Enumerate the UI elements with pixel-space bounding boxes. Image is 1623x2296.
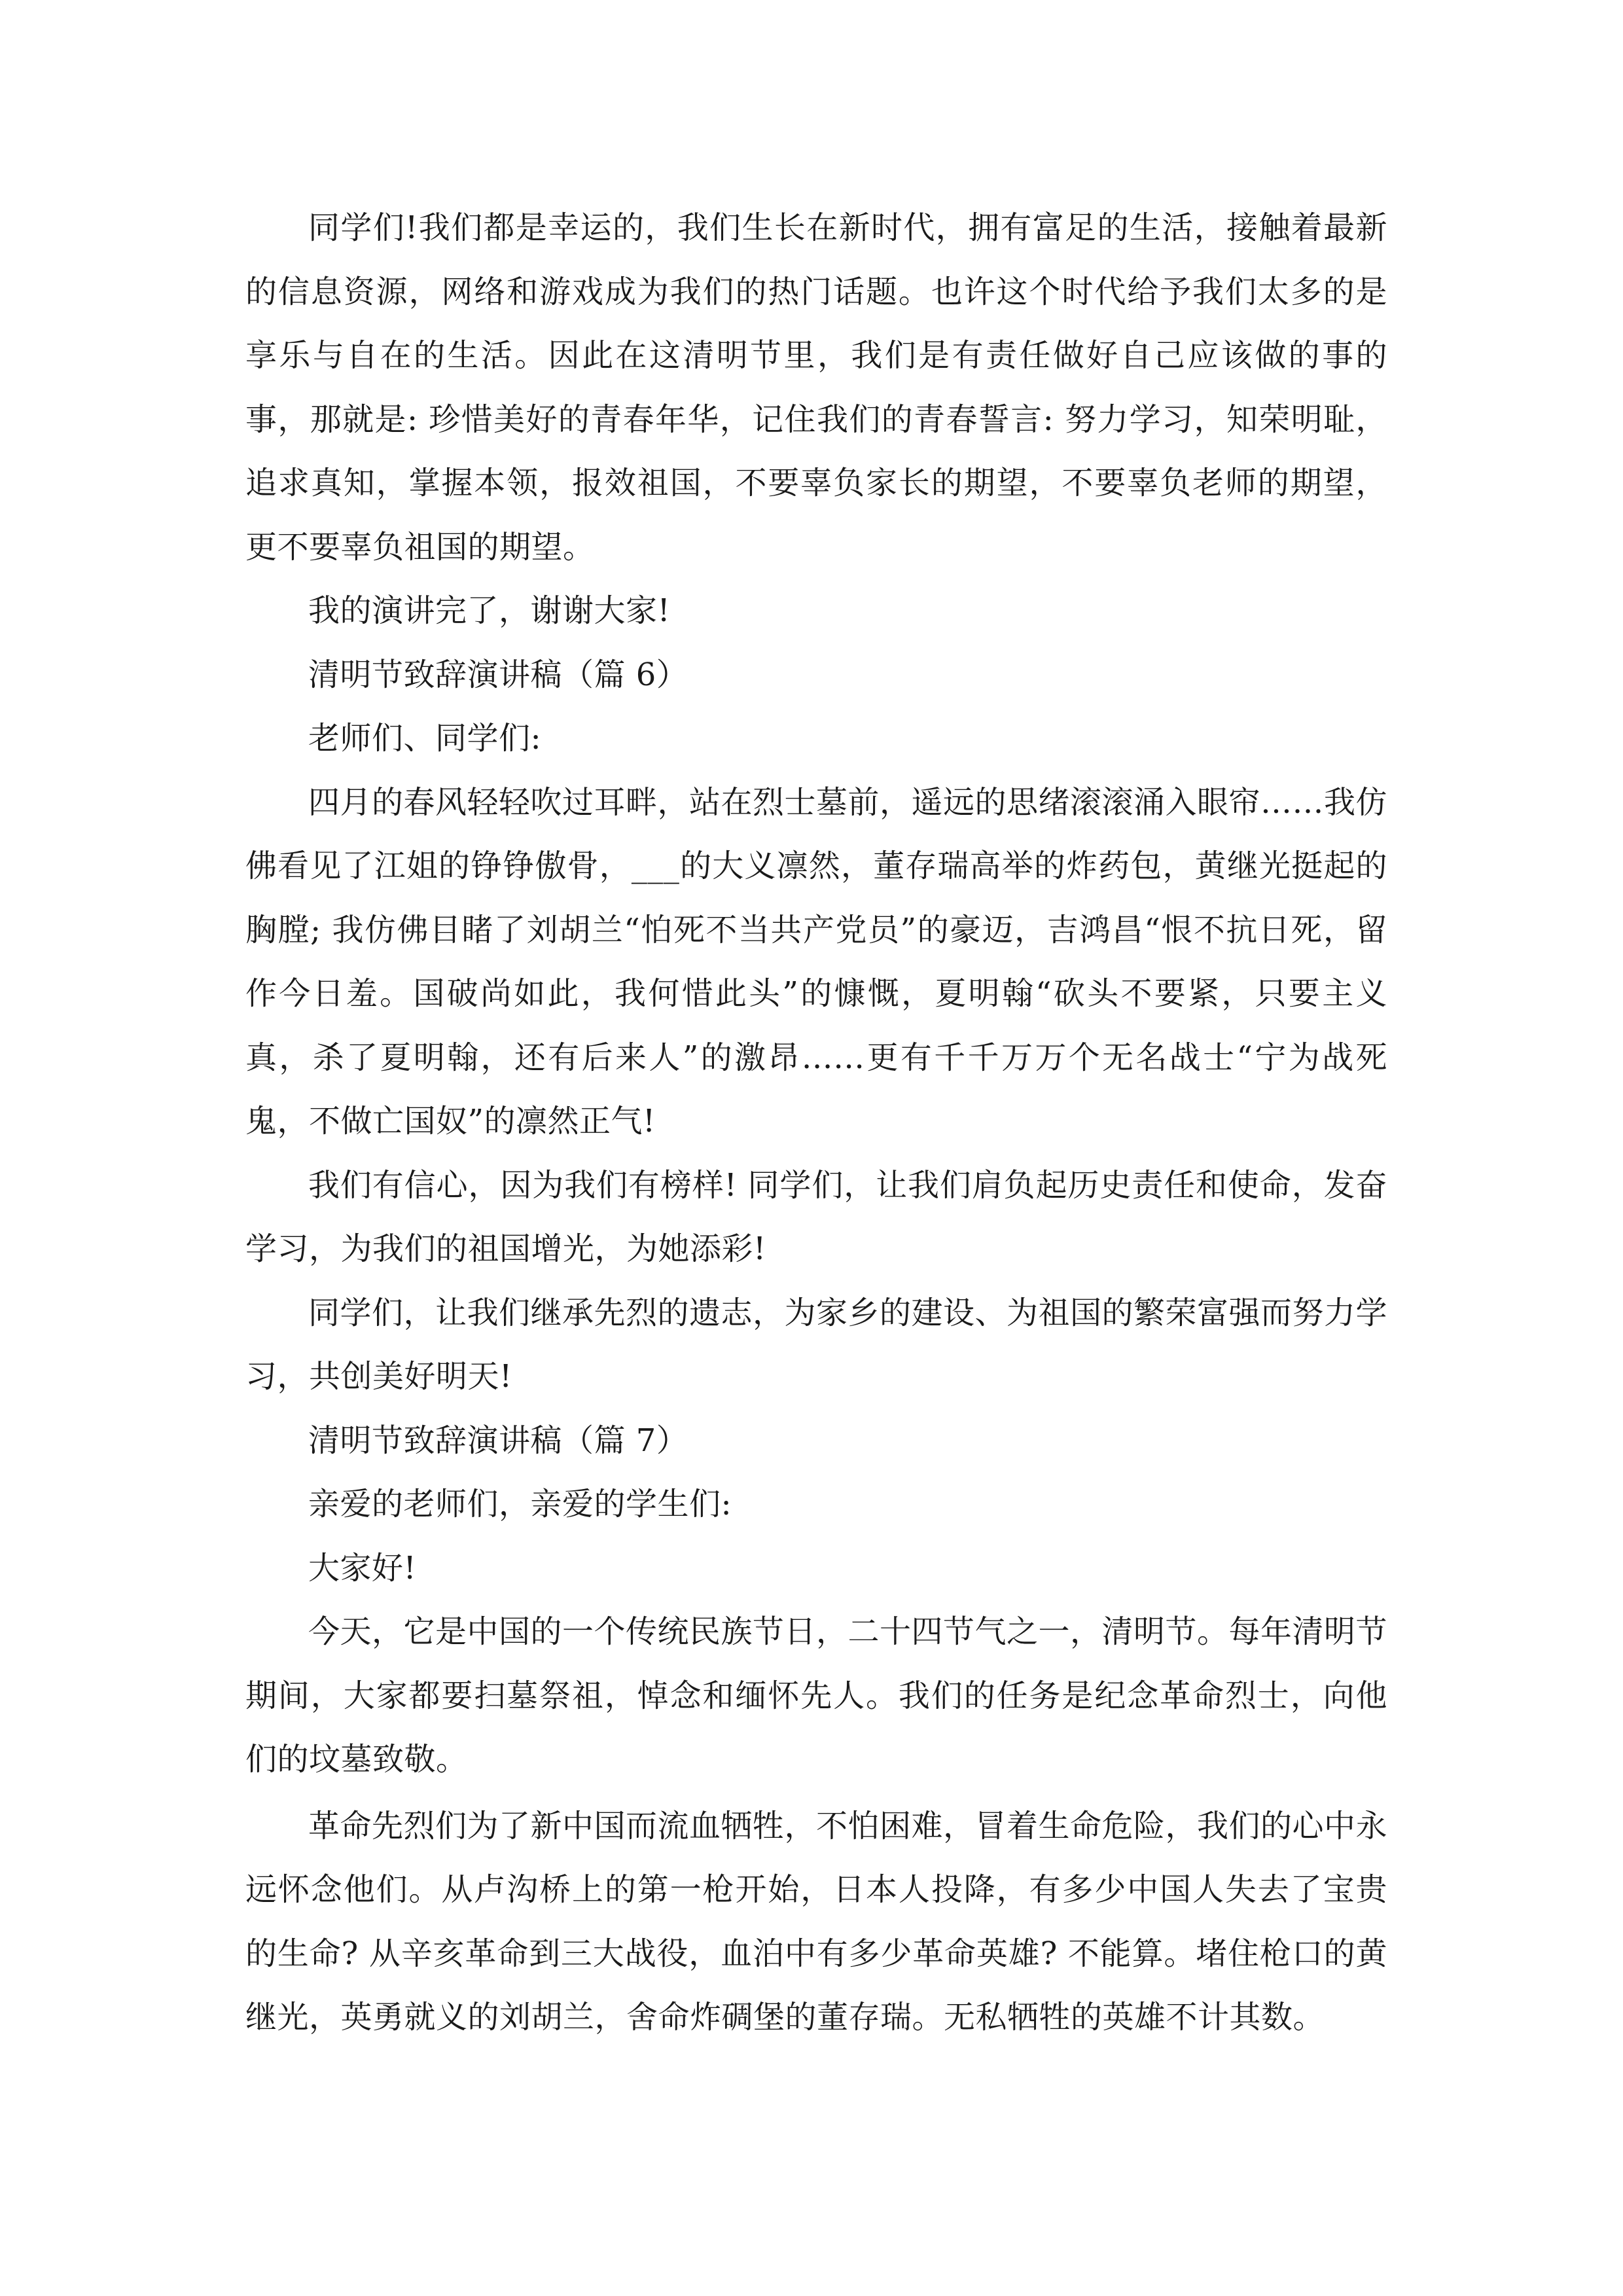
- paragraph-revolutionary-martyrs: 革命先烈们为了新中国而流血牺牲，不怕困难，冒着生命危险，我们的心中永远怀念他们。从卢沟桥上的第一枪开始，日本人投降，有多少中国人失去了宝贵的生命? 从辛亥革命到三大战役，血泊中有多少革命英雄? 不能算。堵住枪口的黄继光，英勇就义的刘胡兰，舍命炸碉堡的董存瑞。无私牺牲的英雄不计其数。: [245, 1807, 1388, 2036]
- paragraph-closing-appeal: 同学们!我们都是幸运的，我们生长在新时代，拥有富足的生活，接触着最新的信息资源，网络和游戏成为我们的热门话题。也许这个时代给予我们太多的是享乐与自在的生活。因此在这清明节里，我们是有责任做好自己应该做的事的事，那就是: 珍惜美好的青春年华，记住我们的青春誓言: 努力学习，知荣明耻，追求真知，掌握本领，报效祖国，不要辜负家长的期望，不要辜负老师的期望，更不要辜负祖国的期望。: [245, 209, 1387, 565]
- paragraph-thanks: 我的演讲完了，谢谢大家!: [308, 592, 671, 629]
- section-heading-7: 清明节致辞演讲稿（篇 7）: [308, 1422, 688, 1459]
- salutation-6: 老师们、同学们:: [308, 720, 542, 757]
- paragraph-martyrs: 四月的春风轻轻吹过耳畔，站在烈士墓前，遥远的思绪滚滚涌入眼帘……我仿佛看见了江姐的铮铮傲骨，___的大义凛然，董存瑞高举的炸药包，黄继光挺起的胸膛; 我仿佛目睹了刘胡兰“怕死不当共产党员”的豪迈，吉鸿昌“恨不抗日死，留作今日羞。国破尚如此，我何惜此头”的慷慨，夏明翰“砍头不要紧，只要主义真，杀了夏明翰，还有后来人”的激昂……更有千千万万个无名战士“宁为战死鬼，不做亡国奴”的凛然正气!: [245, 783, 1388, 1139]
- paragraph-qingming-intro: 今天，它是中国的一个传统民族节日，二十四节气之一，清明节。每年清明节期间，大家都要扫墓祭祖，悼念和缅怀先人。我们的任务是纪念革命烈士，向他们的坟墓致敬。: [245, 1613, 1388, 1778]
- greeting: 大家好!: [308, 1549, 417, 1587]
- section-heading-6: 清明节致辞演讲稿（篇 6）: [308, 656, 688, 693]
- paragraph-inherit: 同学们，让我们继承先烈的遗志，为家乡的建设、为祖国的繁荣富强而努力学习，共创美好明天!: [245, 1294, 1388, 1395]
- salutation-7: 亲爱的老师们，亲爱的学生们:: [308, 1486, 732, 1522]
- document-body: [245, 196, 1387, 2050]
- paragraph-confidence: 我们有信心，因为我们有榜样! 同学们，让我们肩负起历史责任和使命，发奋学习，为我们的祖国增光，为她添彩!: [245, 1166, 1387, 1267]
